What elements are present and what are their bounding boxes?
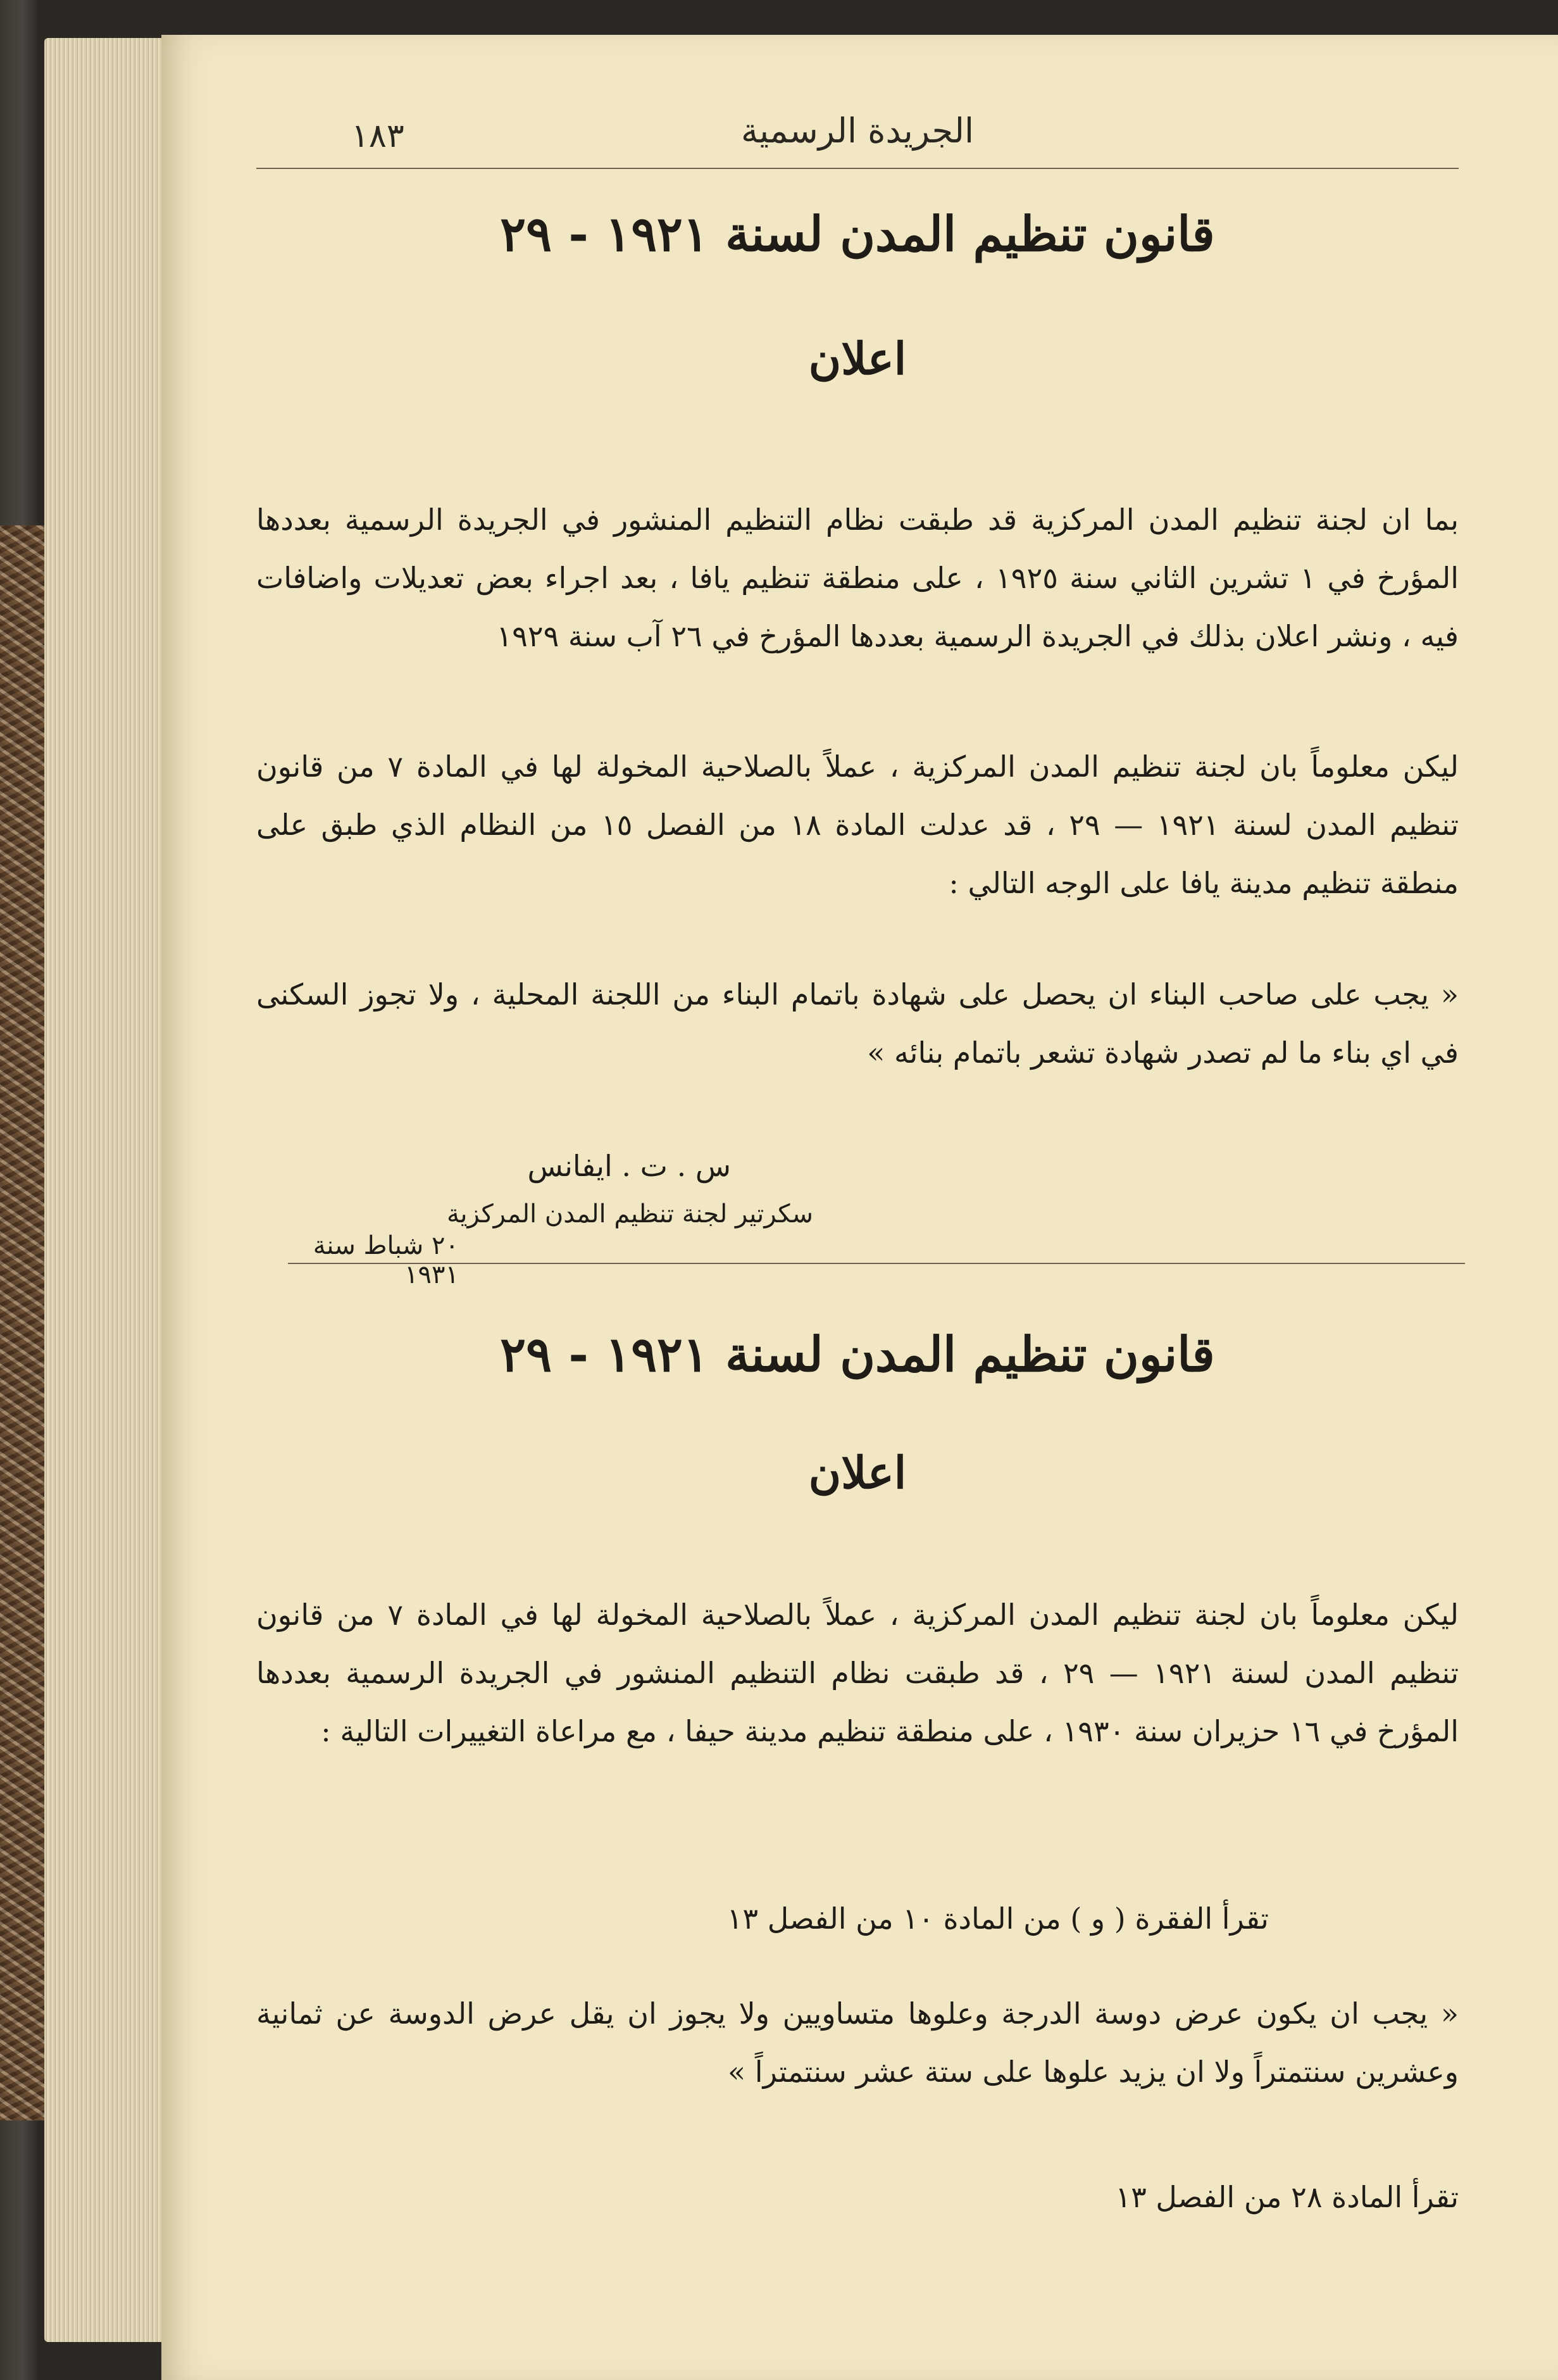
notice-1-paragraph-1: بما ان لجنة تنظيم المدن المركزية قد طبقت نظام التنظيم المنشور في الجريدة الرسمية بعددها المؤرخ في ١ تشرين الثاني سنة ١٩٢٥ ، على منطقة تنظيم يافا ، بعد اجراء بعض تعديلات واضافات فيه ، ونشر اعلان بذلك في الجريدة الرسمية بعددها المؤرخ في ٢٦ آب سنة ١٩٢٩ bbox=[256, 503, 1459, 653]
notice-2-paragraph-1: ليكن معلوماً بان لجنة تنظيم المدن المركزية ، عملاً بالصلاحية المخولة لها في المادة ٧ من قانون تنظيم المدن لسنة ١٩٢١ — ٢٩ ، قد طبقت نظام التنظيم المنشور في الجريدة الرسمية بعددها المؤرخ في ١٦ حزيران سنة ١٩٣٠ ، على منطقة تنظيم مدينة حيفا ، مع مراعاة التغييرات التالية : bbox=[256, 1598, 1459, 1748]
notice-2-clause-1-quote bbox=[256, 1984, 1459, 2101]
notice-2-label bbox=[256, 1446, 1459, 1499]
clause-1-quote: « يجب ان يكون عرض دوسة الدرجة وعلوها متساويين ولا يجوز ان يقل عرض الدوسة عن ثمانية وعشرين سنتمتراً ولا ان يزيد علوها على ستة عشر سنتمتراً » bbox=[256, 1996, 1459, 2089]
notice-2-heading bbox=[256, 1326, 1459, 1382]
notice-title: اعلان bbox=[808, 332, 907, 385]
notice-date: ٢٠ شباط سنة ١٩٣١ bbox=[313, 1231, 459, 1289]
signatory-name: س . ت . ايفانس bbox=[527, 1149, 731, 1183]
notice-1-quote-block bbox=[256, 965, 1459, 1082]
notice-1-label bbox=[256, 332, 1459, 385]
law-title: قانون تنظيم المدن لسنة ١٩٢١ - ٢٩ bbox=[500, 1326, 1215, 1382]
section-divider bbox=[288, 1263, 1465, 1264]
notice-1-body bbox=[256, 491, 1459, 665]
notice-1-paragraph-2: ليكن معلوماً بان لجنة تنظيم المدن المركزية ، عملاً بالصلاحية المخولة لها في المادة ٧ من قانون تنظيم المدن لسنة ١٩٢١ — ٢٩ ، قد عدلت المادة ١٨ من الفصل ١٥ من النظام الذي طبق على منطقة تنظيم مدينة يافا على الوجه التالي : bbox=[256, 749, 1459, 900]
journal-title: الجريدة الرسمية bbox=[741, 111, 974, 151]
running-head bbox=[256, 111, 1459, 169]
notice-2-clause-2 bbox=[256, 2168, 1459, 2226]
notice-2-clause-1 bbox=[256, 1889, 1459, 1948]
law-title: قانون تنظيم المدن لسنة ١٩٢١ - ٢٩ bbox=[500, 206, 1215, 262]
page-stack-edges bbox=[44, 38, 165, 2342]
notice-2-body bbox=[256, 1586, 1459, 1760]
notice-1-quote: « يجب على صاحب البناء ان يحصل على شهادة باتمام البناء من اللجنة المحلية ، ولا تجوز السكنى في اي بناء ما لم تصدر شهادة تشعر باتمام بنائه » bbox=[256, 977, 1459, 1070]
page-number: ١٨٣ bbox=[351, 117, 404, 155]
notice-title: اعلان bbox=[808, 1446, 907, 1499]
clause-1-intro: تقرأ الفقرة ( و ) من المادة ١٠ من الفصل ١٣ bbox=[726, 1901, 1269, 1936]
notice-1-body-2 bbox=[256, 737, 1459, 912]
marbled-page-edge bbox=[0, 525, 44, 2120]
signatory-role: سكرتير لجنة تنظيم المدن المركزية bbox=[446, 1199, 813, 1229]
clause-2-intro: تقرأ المادة ٢٨ من الفصل ١٣ bbox=[1115, 2180, 1459, 2214]
gazette-page bbox=[161, 35, 1558, 2380]
notice-1-signature bbox=[256, 1149, 1459, 1289]
notice-1-heading bbox=[256, 206, 1459, 262]
